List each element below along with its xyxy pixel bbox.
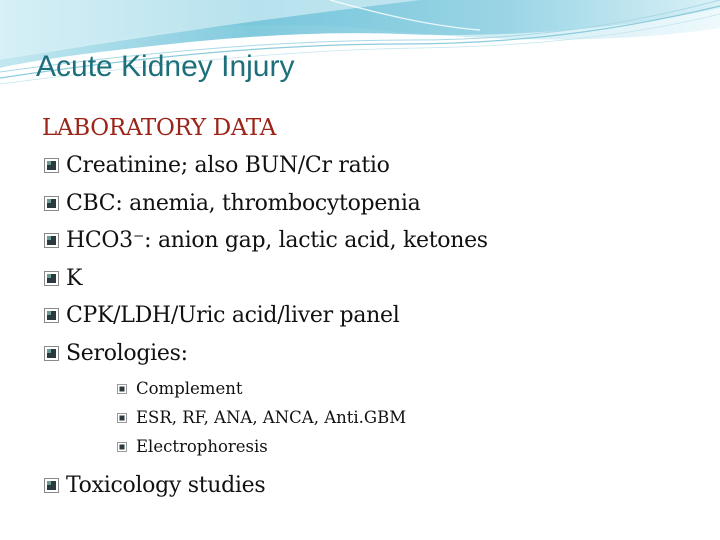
small-square-bullet-icon xyxy=(117,442,127,452)
list-item xyxy=(42,147,702,185)
list-item-text: Toxicology studies xyxy=(66,473,266,498)
list-item-text: K xyxy=(66,265,83,291)
square-bullet-icon xyxy=(44,308,59,323)
square-bullet-icon xyxy=(44,478,59,493)
square-bullet-icon xyxy=(44,271,59,286)
list-item xyxy=(42,260,702,298)
small-square-bullet-icon xyxy=(117,384,127,394)
square-bullet-icon xyxy=(44,158,59,173)
list-item-text: Creatinine; also BUN/Cr ratio xyxy=(66,153,390,178)
small-square-bullet-icon xyxy=(117,413,127,423)
list-item xyxy=(42,335,702,373)
square-bullet-icon xyxy=(44,233,59,248)
slide-title: Acute Kidney Injury xyxy=(36,50,295,83)
sub-list-item-text: Electrophoresis xyxy=(136,437,268,456)
list-item-text: CBC: anemia, thrombocytopenia xyxy=(66,190,421,216)
sub-bullet-list xyxy=(42,372,702,467)
list-item xyxy=(42,297,702,335)
list-item xyxy=(42,185,702,223)
list-item xyxy=(42,467,702,505)
bullet-list xyxy=(42,110,702,505)
square-bullet-icon xyxy=(44,346,59,361)
sub-list-item-text: ESR, RF, ANA, ANCA, Anti.GBM xyxy=(136,408,407,427)
list-item-text: HCO3⁻: anion gap, lactic acid, ketones xyxy=(66,228,488,253)
sub-list-item xyxy=(114,374,702,403)
section-heading: LABORATORY DATA xyxy=(42,115,277,141)
sub-list-item xyxy=(114,432,702,461)
list-item xyxy=(42,222,702,260)
square-bullet-icon xyxy=(44,196,59,211)
list-item-text: CPK/LDH/Uric acid/liver panel xyxy=(66,303,400,328)
sub-list-item-text: Complement xyxy=(136,379,243,398)
list-item-text: Serologies: xyxy=(66,340,188,366)
sub-list-item xyxy=(114,403,702,432)
